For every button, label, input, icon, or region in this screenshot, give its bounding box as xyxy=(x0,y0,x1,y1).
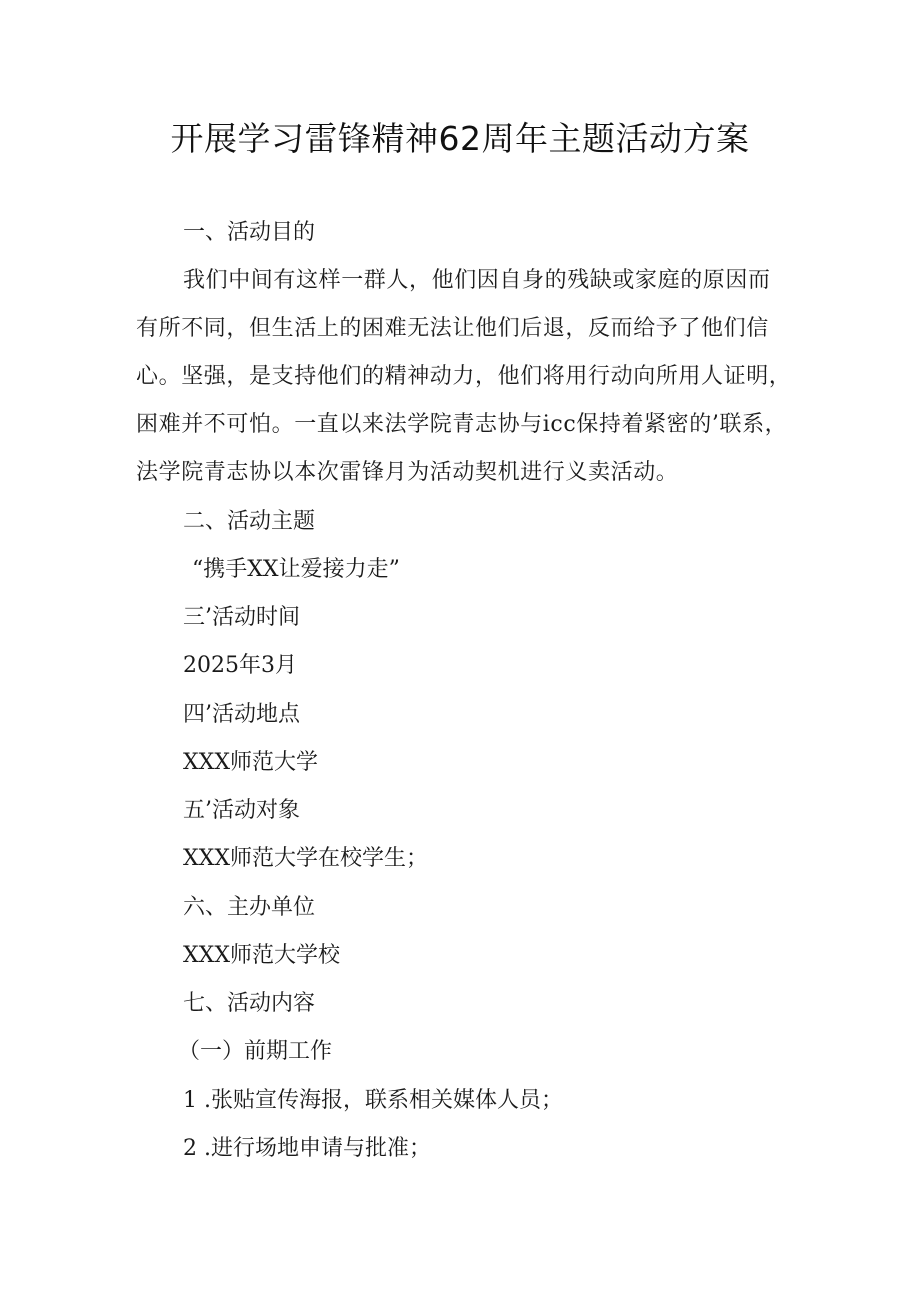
paragraph-line: 困难并不可怕。一直以来法学院青志协与icc保持着紧密的’联系， xyxy=(136,412,788,437)
organizer-value: XXX师范大学校 xyxy=(183,943,340,968)
list-item: 1 .张贴宣传海报，联系相关媒体人员； xyxy=(183,1088,563,1113)
paragraph-line: 有所不同，但生活上的困难无法让他们后退，反而给予了他们信 xyxy=(136,316,769,341)
section-heading-location: 四’活动地点 xyxy=(183,702,300,727)
section-heading-audience: 五’活动对象 xyxy=(183,798,300,823)
section-heading-purpose: 一、活动目的 xyxy=(183,220,316,245)
section-heading-content: 七、活动内容 xyxy=(183,991,316,1016)
time-value: 2025年3月 xyxy=(183,653,297,678)
location-value: XXX师范大学 xyxy=(183,750,318,775)
paragraph-line: 心。坚强，是支持他们的精神动力，他们将用行动向所用人证明， xyxy=(136,364,792,389)
section-heading-theme: 二、活动主题 xyxy=(183,509,316,534)
list-item: 2 .进行场地申请与批准； xyxy=(183,1136,431,1161)
document-title: 开展学习雷锋精神62周年主题活动方案 xyxy=(170,119,750,158)
audience-value: XXX师范大学在校学生； xyxy=(183,846,428,871)
section-heading-organizer: 六、主办单位 xyxy=(183,895,316,920)
section-heading-time: 三’活动时间 xyxy=(183,605,300,630)
subsection-heading-preparation: （一）前期工作 xyxy=(178,1039,333,1064)
theme-value: “携手XX让爱接力走” xyxy=(192,557,400,582)
paragraph-line: 法学院青志协以本次雷锋月为活动契机进行义卖活动。 xyxy=(136,460,679,485)
paragraph-line: 我们中间有这样一群人，他们因自身的残缺或家庭的原因而 xyxy=(183,268,771,293)
